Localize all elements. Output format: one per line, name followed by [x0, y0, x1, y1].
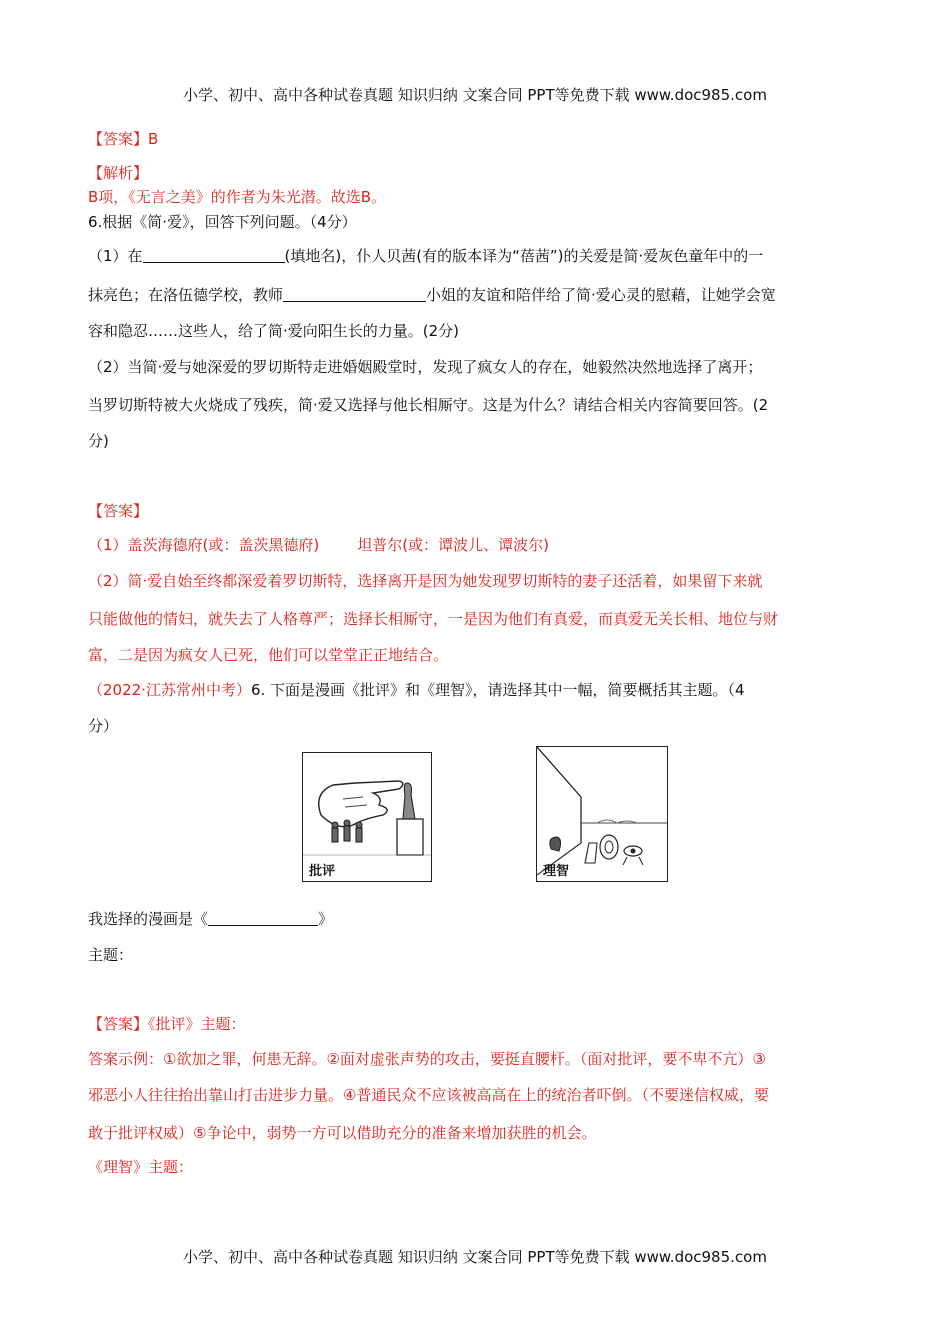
q6-p1-line3: 容和隐忍……这些人，给了简·爱向阳生长的力量。(2分)	[88, 322, 460, 340]
q7-theme-label: 主题：	[88, 946, 134, 964]
q7-ans-line1: 答案示例：①欲加之罪，何患无辞。②面对虚张声势的攻击，要挺直腰杆。（面对批评，要不卑不亢）③	[88, 1050, 766, 1068]
blank-teacher-name	[283, 285, 426, 302]
q6-answer-label: 【答案】	[88, 502, 149, 520]
q6-title: 6.根据《简·爱》，回答下列问题。（4分）	[88, 213, 357, 231]
q7-ans-line3: 敢于批评权威）⑤争论中，弱势一方可以借助充分的准备来增加获胜的机会。	[88, 1124, 597, 1142]
q6-p1-line1: （1）在 (填地名)，仆人贝茜(有的版本译为“蓓茜”)的关爱是简·爱灰色童年中的一	[88, 247, 764, 265]
cartoon-criticism	[302, 752, 432, 882]
q6-p2-line1: （2）当简·爱与她深爱的罗切斯特走进婚姻殿堂时，发现了疯女人的存在，她毅然决然地选择了离开；	[88, 358, 763, 376]
blank-cartoon-choice	[208, 909, 318, 926]
q7-question-line1: （2022·江苏常州中考）6. 下面是漫画《批评》和《理智》，请选择其中一幅，简要概括其主题。（4	[88, 681, 745, 699]
cartoon-reason	[536, 746, 668, 882]
q7-ans-line2: 邪恶小人往往抬出靠山打击进步力量。④普通民众不应该被高高在上的统治者吓倒。（不要迷信权威，要	[88, 1086, 769, 1104]
q6-p1-line2: 抹亮色；在洛伍德学校，教师 小姐的友谊和陪伴给了简·爱心灵的慰藉，让她学会宽	[88, 286, 776, 304]
q5-analysis-text: B项，《无言之美》的作者为朱光潜。故选B。	[88, 188, 387, 206]
q6-p2-line3: 分)	[88, 432, 109, 450]
q5-answer-label: 【答案】	[88, 130, 149, 148]
blank-place-name	[143, 246, 285, 263]
q7-ans-line4: 《理智》主题：	[88, 1158, 194, 1176]
q7-source: （2022·江苏常州中考）	[88, 681, 251, 699]
q6-p2-line2: 当罗切斯特被大火烧成了残疾，简·爱又选择与他长相厮守。这是为什么？请结合相关内容简要回答。(2	[88, 396, 769, 414]
q5-answer	[88, 128, 158, 150]
q5-answer-value: B	[148, 130, 159, 148]
q6-ans1: （1）盖茨海德府(或：盖茨黑德府) 坦普尔(或：谭波儿、谭波尔)	[88, 536, 549, 554]
q7-question-line2: 分）	[88, 717, 119, 735]
page-footer: 小学、初中、高中各种试卷真题 知识归纳 文案合同 PPT等免费下载 www.doc985.com	[183, 1248, 767, 1266]
cartoon-criticism-caption: 批评	[309, 864, 336, 879]
cartoon-reason-caption: 理智	[543, 864, 570, 879]
q6-ans2-line2: 只能做他的情妇，就失去了人格尊严；选择长相厮守，一是因为他们有真爱，而真爱无关长相、地位与财	[88, 610, 779, 628]
page-header: 小学、初中、高中各种试卷真题 知识归纳 文案合同 PPT等免费下载 www.doc985.com	[183, 86, 767, 104]
q7-choice: 我选择的漫画是《 》	[88, 910, 334, 928]
q6-ans2-line3: 富，二是因为疯女人已死，他们可以堂堂正正地结合。	[88, 646, 449, 664]
q6-ans2-line1: （2）简·爱自始至终都深爱着罗切斯特，选择离开是因为她发现罗切斯特的妻子还活着，如果留下来就	[88, 572, 763, 590]
q5-analysis-label: 【解析】	[88, 164, 149, 182]
q7-answer: 【答案】《批评》主题：	[88, 1015, 246, 1033]
